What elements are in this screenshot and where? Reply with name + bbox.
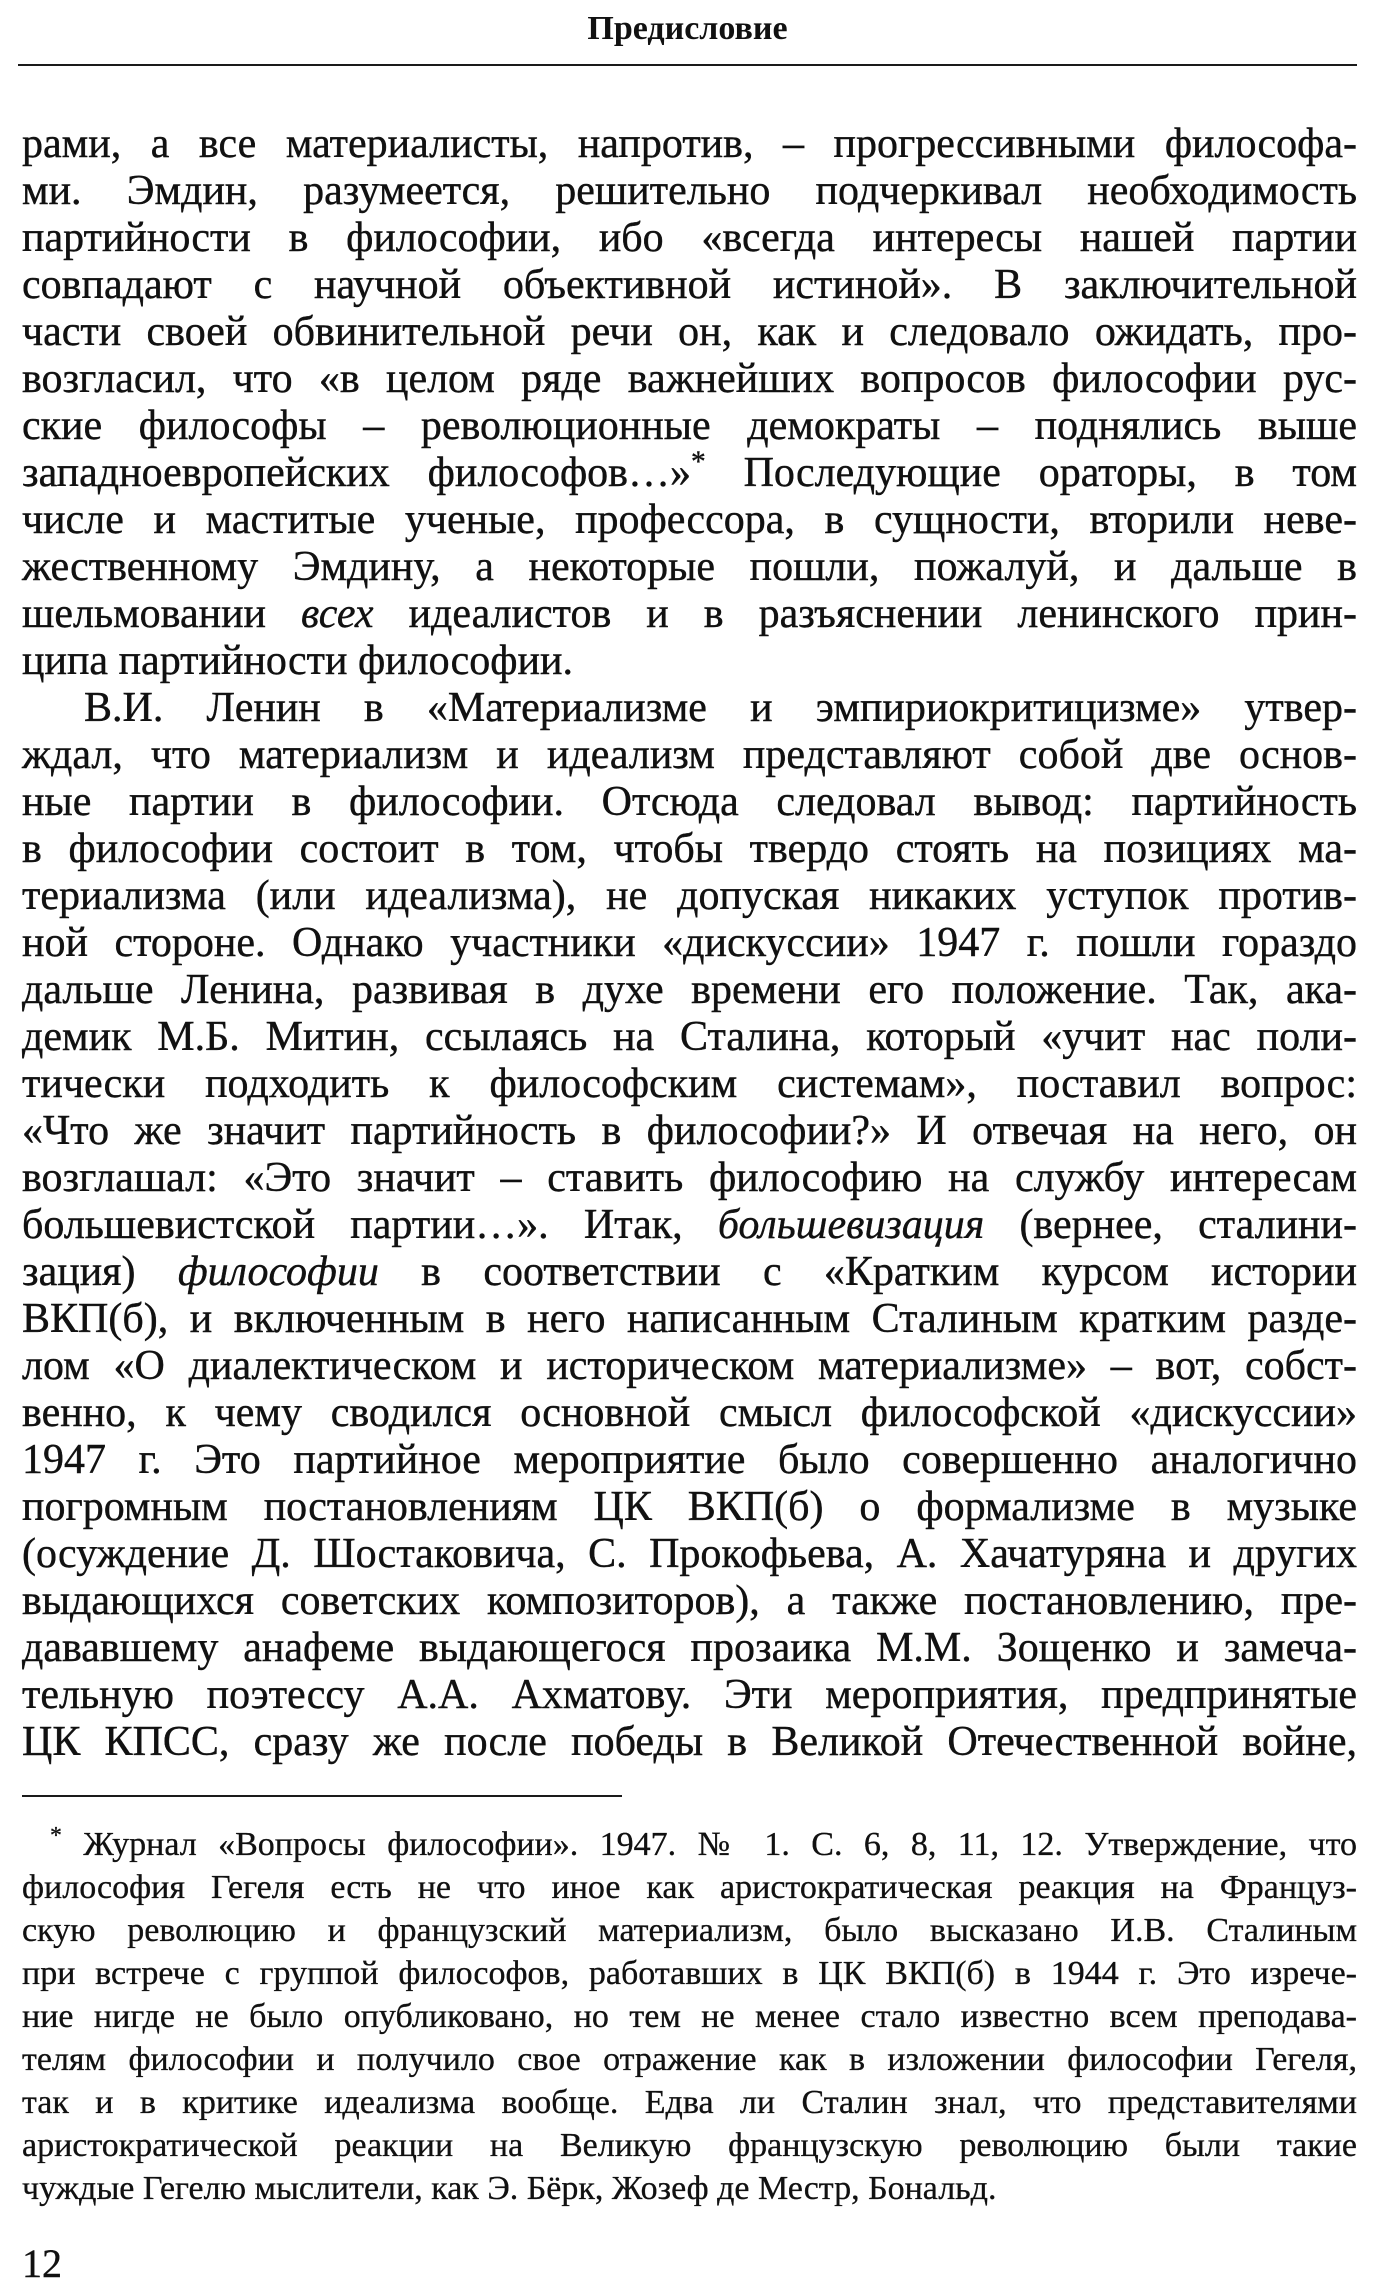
text-segment: зация) [22,1249,178,1295]
italic-text: философии [177,1249,379,1295]
page-number: 12 [22,2241,62,2286]
text-line: ные партии в философии. Отсюда следовал вывод: партийность [22,779,1357,825]
text-segment: западноевропейских философов…» [22,450,692,496]
footnote-reference: * [691,446,706,479]
italic-text: большевизация [717,1202,985,1248]
text-line: дававшему анафеме выдающегося прозаика М.М. Зощенко и замеча- [22,1625,1357,1671]
footnote-line [22,1823,1357,1866]
text-line [22,1249,1357,1296]
text-line: дальше Ленина, развивая в духе времени его положение. Так, ака- [22,967,1357,1013]
footnote-line: ние нигде не было опубликовано, но тем не менее стало известно всем преподава- [22,1998,1357,2035]
text-line: части своей обвинительной речи он, как и следовало ожидать, про- [22,309,1357,355]
header-rule [18,64,1357,66]
text-line: совпадают с научной объективной истиной». В заключительной [22,262,1357,308]
footnote-line: при встрече с группой философов, работавших в ЦК ВКП(б) в 1944 г. Это изрече- [22,1955,1357,1992]
footnote-separator [22,1795,622,1797]
text-line: ной стороне. Однако участники «дискуссии» 1947 г. пошли гораздо [22,920,1357,966]
text-line: ВКП(б), и включенным в него написанным Сталиным кратким разде- [22,1296,1357,1342]
text-line: ждал, что материализм и идеализм представляют собой две основ- [22,732,1357,778]
footnote-line: чуждые Гегелю мыслители, как Э. Бёрк, Жозеф де Местр, Бональд. [22,2170,997,2207]
text-line: ми. Эмдин, разумеется, решительно подчеркивал необходимость [22,168,1357,214]
text-segment: большевистской партии…». Итак, [22,1202,718,1248]
text-line: В.И. Ленин в «Материализме и эмпириокритицизме» утвер- [84,685,1357,731]
text-segment: шельмовании [22,591,302,637]
running-header-title: Предисловие [587,10,788,47]
text-line: партийности в философии, ибо «всегда интересы нашей партии [22,215,1357,261]
text-line: 1947 г. Это партийное мероприятие было совершенно аналогично [22,1437,1357,1483]
main-text [22,121,1357,1766]
footnote-line: телям философии и получило свое отражение как в изложении философии Гегеля, [22,2041,1357,2078]
footnote-marker: * [50,1823,62,1850]
text-line: возгласил, что «в целом ряде важнейших вопросов философии рус- [22,356,1357,402]
text-line: лом «О диалектическом и историческом материализме» – вот, собст- [22,1343,1357,1389]
text-line: (осуждение Д. Шостаковича, С. Прокофьева, А. Хачатуряна и других [22,1531,1357,1577]
text-line: ципа партийности философии. [22,638,573,684]
text-line: числе и маститые ученые, профессора, в сущности, вторили неве- [22,497,1357,543]
text-line: «Что же значит партийность в философии?» И отвечая на него, он [22,1108,1357,1154]
footnote [22,1823,1357,2210]
italic-text: всех [301,591,374,637]
text-line [22,1202,1357,1249]
text-segment: (вернее, сталини- [984,1202,1357,1248]
text-line: погромным постановлениям ЦК ВКП(б) о формализме в музыке [22,1484,1357,1530]
text-line: жественному Эмдину, а некоторые пошли, пожалуй, и дальше в [22,544,1357,590]
text-segment: идеалистов и в разъяснении ленинского прин- [373,591,1357,637]
text-line: рами, а все материалисты, напротив, – прогрессивными философа- [22,121,1357,167]
text-line: тельную поэтессу А.А. Ахматову. Эти мероприятия, предпринятые [22,1672,1357,1718]
text-segment: в соответствии с «Кратким курсом истории [378,1249,1357,1295]
footnote-line: аристократической реакции на Великую французскую революцию были такие [22,2127,1357,2164]
footnote-line: скую революцию и французский материализм, было высказано И.В. Сталиным [22,1912,1357,1949]
text-line: ские философы – революционные демократы – поднялись выше [22,403,1357,449]
text-line: в философии состоит в том, чтобы твердо стоять на позициях ма- [22,826,1357,872]
footnote-line: так и в критике идеализма вообще. Едва ли Сталин знал, что представителями [22,2084,1357,2121]
text-line: демик М.Б. Митин, ссылаясь на Сталина, который «учит нас поли- [22,1014,1357,1060]
paragraph [22,685,1357,1766]
text-line: венно, к чему сводился основной смысл философской «дискуссии» [22,1390,1357,1436]
text-line: териализма (или идеализма), не допуская никаких уступок против- [22,873,1357,919]
text-line [22,446,1357,497]
footnote-line: философия Гегеля есть не что иное как аристократическая реакция на Француз- [22,1869,1357,1906]
text-line: выдающихся советских композиторов), а также постановлению, пре- [22,1578,1357,1624]
text-line [22,591,1357,638]
text-segment: Последующие ораторы, в том [705,450,1357,496]
text-line: возглашал: «Это значит – ставить философию на службу интересам [22,1155,1357,1201]
footnote-text: Журнал «Вопросы философии». 1947. № 1. С. 6, 8, 11, 12. Утверждение, что [83,1826,1358,1863]
paragraph [22,121,1357,685]
text-line: ЦК КПСС, сразу же после победы в Великой Отечественной войне, [22,1719,1357,1765]
text-line: тически подходить к философским системам», поставил вопрос: [22,1061,1357,1107]
